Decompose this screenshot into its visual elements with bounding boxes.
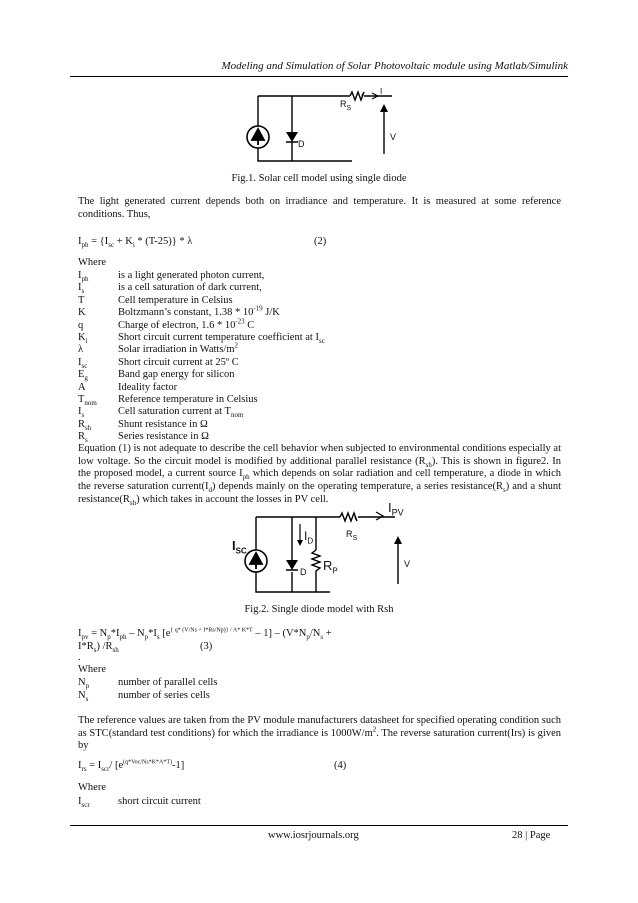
where-label: Where [78, 257, 106, 268]
definition-symbol: $I_{sc}$ [78, 356, 88, 370]
definition-symbol: $N_s$ [78, 689, 89, 703]
definition-symbol: $I_s$ [78, 406, 85, 420]
definition-text: number of parallel cells [118, 677, 218, 688]
definition-text: Charge of electron, $1.6 * 10^{-23}$ C [118, 317, 255, 331]
definition-symbol: A [78, 381, 86, 393]
definition-symbol: $I_{ph}$ [78, 270, 89, 284]
definition-symbol: $T_{nom}$ [78, 394, 97, 408]
definition-text: Series resistance in Ω [118, 431, 209, 443]
definition-text: is a cell saturation of dark current, [118, 282, 262, 294]
definition-symbol: $R_s$ [78, 431, 88, 445]
fig2-label-rs: $R_S$ [346, 529, 358, 542]
definition-text: Ideality factor [118, 381, 178, 393]
definition-text: Short circuit current temperature coefficient at $I_{sc}$ [118, 332, 325, 346]
fig2-label-ipv: $I_{PV}$ [388, 500, 404, 518]
equation-3-line-1: $I_{pv} = N_p*I_{ph} - N_p*I_s$ $[e^{\{ q* (V/Ns + I*Rs/Np)\} / A* K*T} - 1] - (V*N_p/N_s$ + [78, 627, 332, 642]
definition-symbol: $E_g$ [78, 369, 88, 383]
definition-symbol: $I_{scr}$ [78, 796, 90, 810]
fig2-label-rp: $R_P$ [323, 558, 338, 576]
definition-symbol: q [78, 319, 84, 331]
equation-4-number: (4) [334, 760, 347, 771]
fig1-label-i: I [380, 87, 383, 96]
where-label-2: Where [78, 664, 106, 675]
definition-text: Cell temperature in Celsius [118, 294, 233, 306]
where-label-3: Where [78, 782, 106, 793]
paragraph-3: The reference values are taken from the PV module manufacturers datasheet for specified operating condition such as STC(standard test conditions) for which the irradiance is $1000W/m^2$. The reverse saturation current(Irs) is given by [78, 715, 561, 752]
definition-text: Boltzmann’s constant, $1.38 * 10^{-19}$ J/K [118, 304, 280, 319]
footer-rule [70, 825, 568, 826]
equation-3-number: (3) [200, 641, 213, 652]
fig2-caption: Fig.2. Single diode model with Rsh [244, 604, 394, 615]
header-rule [70, 76, 568, 77]
fig1-circuit [232, 86, 412, 171]
definition-text: Shunt resistance in Ω [118, 418, 208, 430]
definition-symbol: K [78, 307, 86, 319]
definition-text: Short circuit current at 25º C [118, 356, 239, 368]
paragraph-2: Equation (1) is not adequate to describe the cell behavior when subjected to environmental conditions especially at low voltage. So the circuit model is modified by additional parallel resistance $(R_{sh})$. This is shown in figure2. In the proposed model, a current source $I_{ph}$ which depends on solar radiation and cell temperature, a diode in which the reverse saturation $current(I_d)$ depends mainly on the operating temperature, a series $resistance(R_s)$ and a shunt $resistance(R_{sh})$ which takes in account the losses in PV cell. [78, 443, 561, 507]
definition-symbol: $R_{sh}$ [78, 418, 92, 432]
definition-text: Cell saturation current at $T_{nom}$ [118, 406, 244, 420]
fig2-label-v: V [404, 559, 411, 569]
running-header: Modeling and Simulation of Solar Photovoltaic module using Matlab/Simulink [221, 60, 568, 72]
definition-symbol: λ [78, 344, 84, 356]
footer-page: 28 | Page [512, 830, 551, 841]
fig2-label-id: $I_D$ [304, 529, 314, 546]
definition-text: number of series cells [118, 689, 210, 701]
fig2-label-isc: $I_{SC}$ [232, 538, 247, 556]
equation-2: $I_{ph} = \{I_{sc} + K_i * (T-25)\} * \lambda$ [78, 236, 193, 250]
equation-2-number: (2) [314, 236, 327, 247]
stray-dot: . [78, 652, 81, 663]
fig1-label-d: D [298, 139, 305, 149]
definition-symbol: $I_s$ [78, 282, 85, 296]
paragraph-1: The light generated current depends both on irradiance and temperature. It is measured at some reference conditions. Thus, [78, 196, 561, 220]
definition-text: Reference temperature in Celsius [118, 394, 258, 405]
fig1-label-v: V [390, 132, 397, 142]
fig1-caption: Fig.1. Solar cell model using single diode [231, 173, 407, 184]
fig2-label-d: D [300, 567, 307, 577]
definition-text: Solar irradiation in Watts/$m^2$ [118, 341, 238, 356]
footer-site: www.iosrjournals.org [268, 830, 359, 841]
equation-3-line-2: $I*R_s$) $/R_{sh}$ [78, 641, 119, 655]
fig1-label-rs: $R_S$ [340, 99, 352, 112]
definition-text: is a light generated photon current, [118, 270, 265, 281]
definition-symbol: $K_i$ [78, 332, 88, 346]
definition-symbol: T [78, 294, 85, 306]
definition-symbol: $N_p$ [78, 677, 90, 691]
equation-4: $I_{rs} = I_{scr}/$ $[e^{(q*Voc/Ns*K*A*T)}-1]$ [78, 759, 185, 774]
definition-text: Band gap energy for silicon [118, 369, 235, 381]
definition-text: short circuit current [118, 796, 201, 807]
